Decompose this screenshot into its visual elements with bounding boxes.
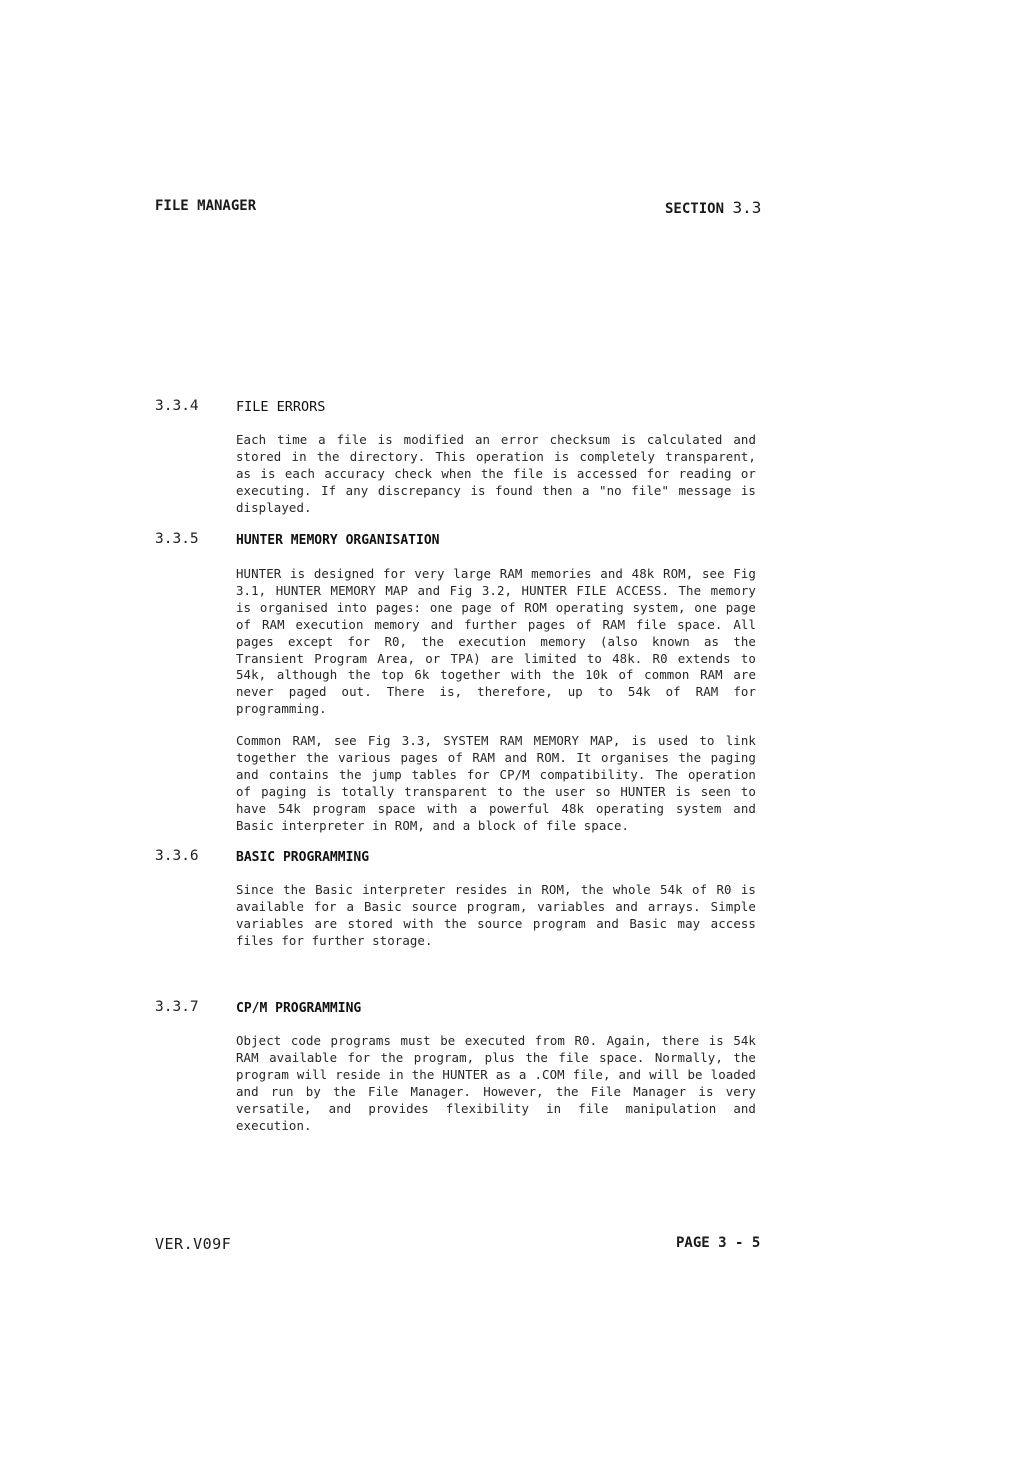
paragraph: Since the Basic interpreter resides in ROM, the whole 54k of R0 is available for a Basic source program, variables and arrays. Simple variables are stored with the source program and Basic may access files for further storage. — [236, 882, 756, 948]
section-title: BASIC PROGRAMMING — [236, 850, 370, 865]
header-title: FILE MANAGER — [155, 198, 257, 214]
paragraph: HUNTER is designed for very large RAM memories and 48k ROM, see Fig 3.1, HUNTER MEMORY MAP and Fig 3.2, HUNTER FILE ACCESS. The memory is organised into pages: one page of ROM operating system, one page of RAM execution memory and further pages of RAM file space. All pages except for R0, the execution memory (also known as the Transient Program Area, or TPA) are limited to 48k. R0 extends to 54k, although the top 6k together with the 10k of common RAM are never paged out. There is, therefore, up to 54k of RAM for programming. — [236, 566, 756, 717]
section-number: 3.3.6 — [155, 848, 199, 864]
section-number: 3.3.5 — [155, 531, 199, 547]
paragraph: Each time a file is modified an error checksum is calculated and stored in the directory. This operation is completely transparent, as is each accuracy check when the file is accessed for reading or executing. If any discrepancy is found then a "no file" message is displayed. — [236, 432, 756, 515]
section-title: FILE ERRORS — [236, 399, 326, 415]
section-title: HUNTER MEMORY ORGANISATION — [236, 533, 440, 548]
header-section — [665, 198, 761, 217]
version-label: VER.V09F — [155, 1235, 232, 1253]
section-title: CP/M PROGRAMMING — [236, 1001, 362, 1016]
header-section-number: 3.3 — [732, 198, 762, 217]
section-number: 3.3.4 — [155, 398, 199, 414]
page-number: PAGE 3 - 5 — [676, 1235, 761, 1251]
paragraph: Common RAM, see Fig 3.3, SYSTEM RAM MEMORY MAP, is used to link together the various pages of RAM and ROM. It organises the paging and contains the jump tables for CP/M compatibility. The operation of paging is totally transparent to the user so HUNTER is seen to have 54k program space with a powerful 48k operating system and Basic interpreter in ROM, and a block of file space. — [236, 733, 756, 833]
section-number: 3.3.7 — [155, 999, 199, 1015]
header-section-label: SECTION — [665, 201, 725, 217]
paragraph: Object code programs must be executed from R0. Again, there is 54k RAM available for the program, plus the file space. Normally, the program will reside in the HUNTER as a .COM file, and will be loaded and run by the File Manager. However, the File Manager is very versatile, and provides flexibility in file manipulation and execution. — [236, 1033, 756, 1133]
